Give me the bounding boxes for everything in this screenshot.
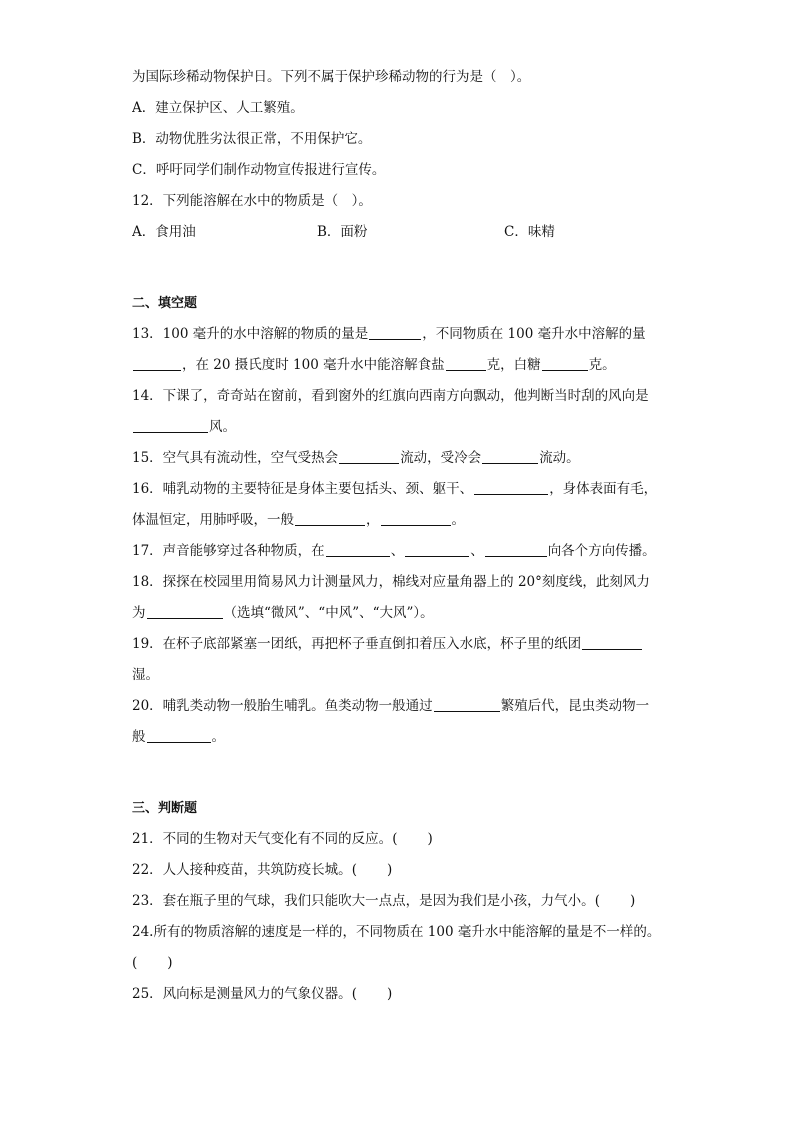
q16-line2 xyxy=(132,505,672,536)
q13-line2 xyxy=(132,350,672,381)
q12-option-a: A．食用油 xyxy=(132,224,196,240)
q17-text-2: 、 xyxy=(390,543,405,559)
q16-blank-3[interactable] xyxy=(381,511,451,526)
q20-text-1: 20．哺乳类动物一般胎生哺乳。鱼类动物一般通过 xyxy=(132,698,433,714)
q22-paren-close: ) xyxy=(386,862,393,878)
q22-paren-open: ( xyxy=(351,862,357,878)
q17-text-1: 17．声音能够穿过各种物质，在 xyxy=(132,543,325,559)
q17-blank-2[interactable] xyxy=(405,542,469,557)
q13-text-4: 克，白糖 xyxy=(486,357,541,373)
q12-options xyxy=(132,217,672,248)
q21-paren-open: ( xyxy=(392,831,398,847)
q16-line1 xyxy=(132,474,672,505)
q20-line2 xyxy=(132,722,672,753)
q21-line xyxy=(132,824,672,855)
q17-text-3: 、 xyxy=(470,543,484,559)
q15-text-2: 流动，受冷会 xyxy=(400,450,482,466)
worksheet-content xyxy=(132,62,672,1010)
q13-text-1: 13．100 毫升的水中溶解的物质的量是 xyxy=(132,326,369,342)
q11-option-a: A．建立保护区、人工繁殖。 xyxy=(132,100,304,116)
q21-text: 21．不同的生物对天气变化有不同的反应。 xyxy=(132,831,393,847)
q18-text-3: （选填“微风”、“中风”、“大风”）。 xyxy=(223,605,434,621)
q23-paren-open: ( xyxy=(594,893,600,909)
q13-text-2: ，不同物质在 100 毫升水中溶解的量 xyxy=(422,326,646,342)
q13-text-3: ，在 20 摄氏度时 100 毫升水中能溶解食盐 xyxy=(182,357,445,373)
q13-blank-1[interactable] xyxy=(369,325,421,340)
q24-paren-close: ) xyxy=(167,955,173,971)
q15-blank-1[interactable] xyxy=(339,449,399,464)
q17-text-4: 向各个方向传播。 xyxy=(547,543,656,559)
q20-blank-1[interactable] xyxy=(434,697,500,712)
q23-line xyxy=(132,886,672,917)
q13-blank-4[interactable] xyxy=(542,356,588,371)
q24-paren-open: ( xyxy=(132,955,138,971)
q13-blank-2[interactable] xyxy=(133,356,181,371)
q11-option-b: B．动物优胜劣汰很正常，不用保护它。 xyxy=(132,131,372,147)
q16-text-5: 。 xyxy=(451,512,465,528)
q18-text-2: 为 xyxy=(132,605,146,621)
q14-line2 xyxy=(132,412,672,443)
q12-stem: 12．下列能溶解在水中的物质是（ ）。 xyxy=(132,193,372,209)
q19-text-1: 19．在杯子底部紧塞一团纸，再把杯子垂直倒扣着压入水底，杯子里的纸团 xyxy=(132,636,582,652)
q13-line1 xyxy=(132,319,672,350)
q21-paren-close: ) xyxy=(427,831,433,847)
q15-line xyxy=(132,443,672,474)
q13-text-5: 克。 xyxy=(588,357,616,373)
q19-line2: 湿。 xyxy=(132,667,159,683)
q24-line2 xyxy=(132,948,672,979)
q17-blank-1[interactable] xyxy=(326,542,390,557)
q18-line2 xyxy=(132,598,672,629)
q11-option-c: C．呼吁同学们制作动物宣传报进行宣传。 xyxy=(132,162,386,178)
q12-option-b: B．面粉 xyxy=(317,224,368,240)
q20-text-4: 。 xyxy=(211,729,225,745)
q22-line xyxy=(132,855,672,886)
q16-text-1: 16．哺乳动物的主要特征是身体主要包括头、颈、躯干、 xyxy=(132,481,474,497)
q16-text-4: ， xyxy=(366,512,380,528)
q16-text-3: 体温恒定，用肺呼吸，一般 xyxy=(132,512,294,528)
q25-paren-open: ( xyxy=(351,986,357,1002)
section2-title: 二、填空题 xyxy=(132,296,198,311)
q17-line xyxy=(132,536,672,567)
q20-blank-2[interactable] xyxy=(147,728,211,743)
q19-blank[interactable] xyxy=(582,635,642,650)
q16-blank-1[interactable] xyxy=(474,480,548,495)
q25-text: 25．风向标是测量风力的气象仪器。 xyxy=(132,986,352,1002)
section-gap xyxy=(132,753,672,793)
q22-text: 22．人人接种疫苗，共筑防疫长城。 xyxy=(132,862,352,878)
q25-paren-close: ) xyxy=(386,986,393,1002)
q20-text-3: 般 xyxy=(132,729,146,745)
q14-blank[interactable] xyxy=(133,418,208,433)
q20-line1 xyxy=(132,691,672,722)
q25-line xyxy=(132,979,672,1010)
q15-blank-2[interactable] xyxy=(482,449,538,464)
q16-blank-2[interactable] xyxy=(295,511,365,526)
section3-title: 三、判断题 xyxy=(132,801,198,816)
q13-blank-3[interactable] xyxy=(446,356,486,371)
q18-blank[interactable] xyxy=(147,604,223,619)
q15-text-1: 15．空气具有流动性，空气受热会 xyxy=(132,450,339,466)
q24-line1: 24.所有的物质溶解的速度是一样的，不同物质在 100 毫升水中能溶解的量是不一样的。 xyxy=(132,924,661,940)
q18-line1: 18．探探在校园里用简易风力计测量风力，棉线对应量角器上的 20°刻度线，此刻风力 xyxy=(132,574,650,590)
q11-stem-continuation: 为国际珍稀动物保护日。下列不属于保护珍稀动物的行为是（ ）。 xyxy=(132,69,531,85)
q14-line1: 14．下课了，奇奇站在窗前，看到窗外的红旗向西南方向飘动，他判断当时刮的风向是 xyxy=(132,388,649,404)
q23-paren-close: ) xyxy=(629,893,636,909)
q12-option-c: C．味精 xyxy=(504,224,555,240)
q20-text-2: 繁殖后代，昆虫类动物一 xyxy=(500,698,650,714)
q16-text-2: ，身体表面有毛， xyxy=(549,481,658,497)
q19-line1 xyxy=(132,629,672,660)
q15-text-3: 流动。 xyxy=(539,450,580,466)
q17-blank-3[interactable] xyxy=(485,542,547,557)
q14-text-2: 风。 xyxy=(209,419,236,435)
section-gap xyxy=(132,248,672,288)
q23-text: 23．套在瓶子里的气球，我们只能吹大一点点，是因为我们是小孩，力气小。 xyxy=(132,893,595,909)
